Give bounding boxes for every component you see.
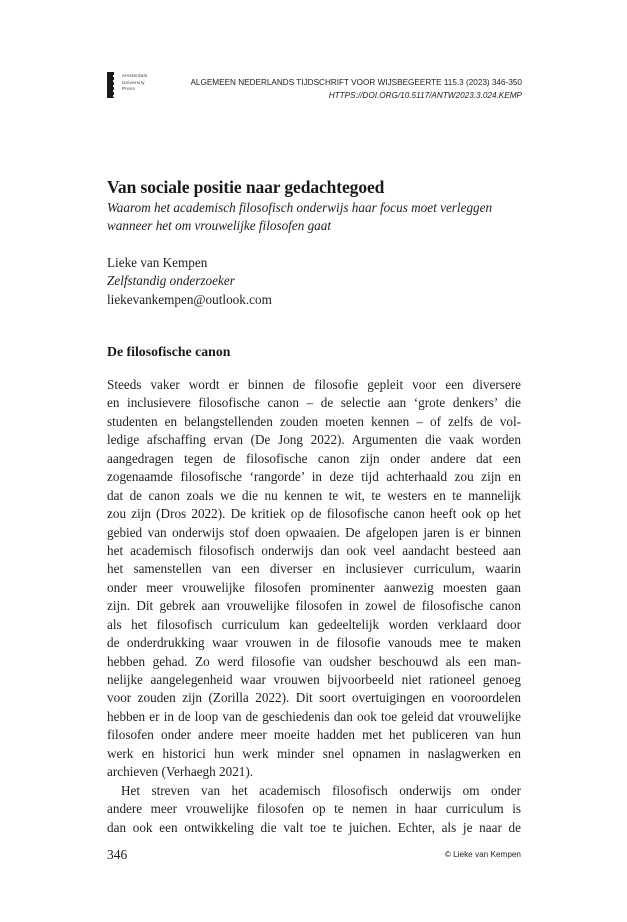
publisher-name (122, 73, 148, 93)
author-block (107, 254, 272, 309)
body-line: studenten en belangstellenden zouden moeten kennen – of zelfs de vol- (107, 413, 521, 429)
body-line: zijn. Dit gebrek aan vrouwelijke filosofen in zowel de filosofische canon (107, 598, 521, 614)
subtitle-line: Waarom het academisch filosofisch onderwijs haar focus moet verleggen (107, 200, 493, 215)
journal-citation: ALGEMEEN NEDERLANDS TIJDSCHRIFT VOOR WIJSBEGEERTE 115.3 (2023) 346-350 (190, 78, 522, 87)
body-line: Steeds vaker wordt er binnen de filosofie gepleit voor een diversere (107, 377, 521, 392)
author-email[interactable]: liekevankempen@outlook.com (107, 291, 272, 307)
body-line: zou zijn (Dros 2022). De kritiek op de filosofische canon heeft ook op het (107, 506, 521, 522)
section-heading: De filosofische canon (107, 344, 231, 359)
body-line: als het filosofisch curriculum kan gedeeltelijk worden verklaard door (107, 616, 521, 632)
publisher-name-line: Press (122, 86, 136, 91)
body-line: hebben er in de loop van de geschiedenis dan ook toe geleid dat vrouwelijke (107, 708, 521, 724)
body-line: het samenstellen van een diverser en inclusiever curriculum, waarin (107, 561, 521, 577)
page-number: 346 (107, 847, 128, 862)
body-line: onder meer vrouwelijke filosofen prominenter aanwezig moesten gaan (107, 579, 521, 595)
body-line: dat de canon zoals we die nu kennen te wit, te westers en te mannelijk (107, 487, 521, 503)
subtitle-line: wanneer het om vrouwelijke filosofen gaat (107, 218, 332, 234)
body-line: de onderdrukking waar vrouwen in de filosofie vanouds mee te maken (107, 635, 521, 651)
author-affiliation: Zelfstandig onderzoeker (107, 273, 235, 289)
journal-header (190, 76, 522, 102)
doi-link[interactable]: HTTPS://DOI.ORG/10.5117/ANTW2023.3.024.KEMP (328, 91, 522, 100)
author-name: Lieke van Kempen (107, 255, 208, 270)
publisher-name-line: University (122, 79, 145, 85)
body-line: filosofen onder andere meer moeite hadden met het publiceren van hun (107, 727, 521, 743)
body-line: archieven (Verhaegh 2021). (107, 764, 254, 780)
article-subtitle (107, 199, 527, 236)
body-line: Het streven van het academisch filosofisch onderwijs om onder (121, 782, 521, 798)
article-body (107, 376, 521, 837)
body-line: voor zouden zijn (Zorilla 2022). Dit soort overtuigingen en vooroordelen (107, 690, 521, 706)
article-title: Van sociale positie naar gedachtegoed (107, 177, 385, 197)
publisher-logo (107, 72, 148, 98)
body-line: gebied van onderwijs stof doen opwaaien. De afgelopen jaren is er binnen (107, 524, 521, 540)
body-line: zogenaamde filosofische ‘rangorde’ in deze tijd achterhaald zou zijn en (107, 469, 521, 485)
body-line: nelijke aangelegenheid waar vrouwen bijvoorbeeld niet rationeel genoeg (107, 672, 521, 687)
body-line: andere meer vrouwelijke filosofen op te nemen in haar curriculum is (107, 801, 521, 817)
copyright-notice: © Lieke van Kempen (444, 850, 521, 859)
publisher-name-line: Amsterdam (122, 73, 148, 78)
body-line: ledige afschaffing ervan (De Jong 2022). Argumenten die vaak worden (107, 432, 521, 448)
body-line: aangedragen tegen de filosofische canon zijn onder andere dat een (107, 450, 521, 466)
amsterdam-university-press-logo-icon (107, 72, 114, 98)
body-line: en inclusievere filosofische canon – de selectie aan ‘grote denkers’ die (107, 395, 521, 411)
body-line: hebben gehad. Zo werd filosofie van oudsher beschouwd als een man- (107, 653, 521, 669)
body-line: dan ook een ontwikkeling die valt toe te juichen. Echter, als je naar de (107, 819, 521, 835)
body-line: het academisch filosofisch onderwijs dan ook veel aandacht besteed aan (107, 542, 521, 558)
body-line: werk en historici hun werk minder snel opnamen in naslagwerken en (107, 745, 521, 761)
